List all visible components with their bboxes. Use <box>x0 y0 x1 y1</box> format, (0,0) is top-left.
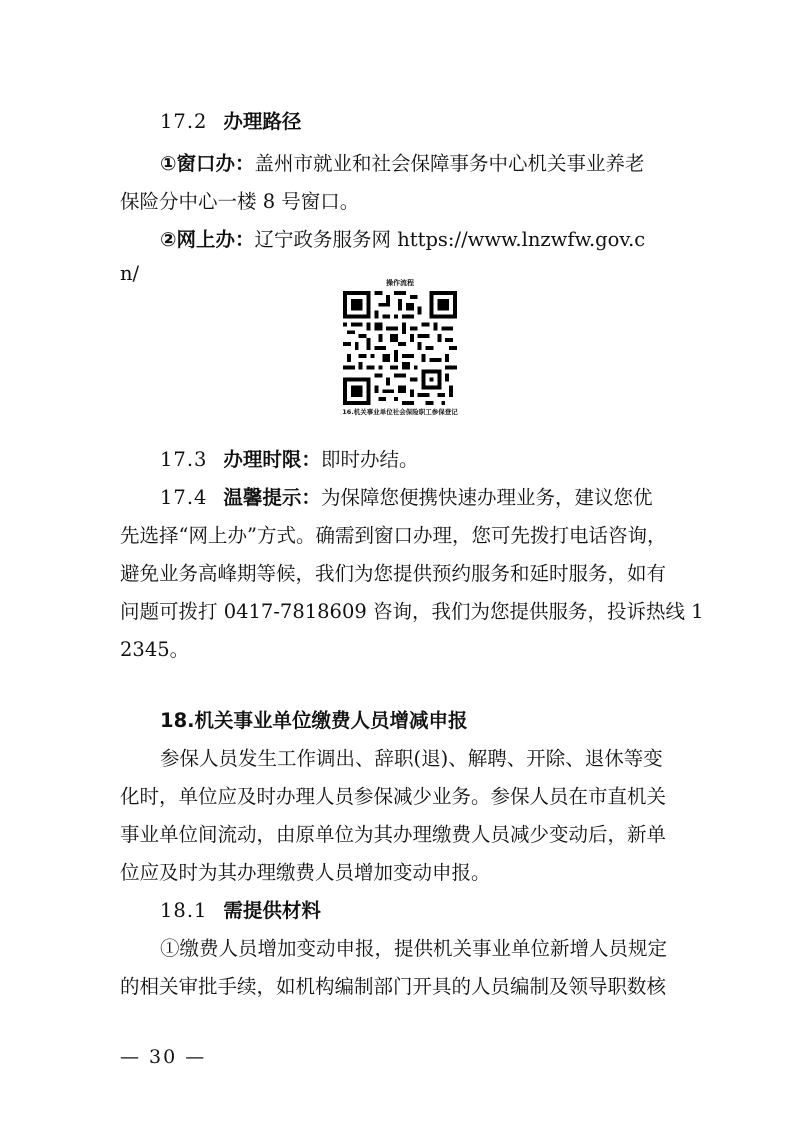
path-online-line <box>160 224 673 252</box>
s18-paragraph-3: 事业单位间流动，由原单位为其办理缴费人员减少变动后，新单 <box>120 823 667 846</box>
section-18-1-heading <box>160 895 673 923</box>
s18-paragraph-4: 位应及时为其办理缴费人员增加变动申报。 <box>120 861 491 884</box>
path-online-text: 辽宁政务服务网 https://www.lnzwfw.gov.c <box>254 228 646 251</box>
tip-text-1: 为保障您便携快速办理业务，建议您优 <box>320 486 653 509</box>
section-number: 17.2 <box>160 110 208 133</box>
tip-text-4: 问题可拨打 0417-7818609 咨询，我们为您提供服务，投诉热线 1 <box>120 600 704 623</box>
tip-label: 温馨提示： <box>223 486 321 509</box>
material-line-2: 的相关审批手续，如机构编制部门开具的人员编制及领导职数核 <box>120 975 667 998</box>
section-title: 办理路径 <box>223 110 302 133</box>
page-number: — 30 — <box>120 1046 207 1068</box>
tip-text-5: 2345。 <box>120 638 190 661</box>
path-online-line-2: n/ <box>120 262 140 285</box>
section-17-2-heading <box>160 106 673 134</box>
qr-code-icon <box>343 291 457 405</box>
section-number: 18.1 <box>160 899 208 922</box>
section-17-4-line <box>160 482 673 510</box>
section-title: 需提供材料 <box>223 899 321 922</box>
path-window-label: ①窗口办： <box>160 152 255 175</box>
path-online-label: ②网上办： <box>160 228 255 251</box>
time-limit-text: 即时办结。 <box>320 448 419 471</box>
section-17-3-line <box>160 444 673 472</box>
material-line-1: ①缴费人员增加变动申报，提供机关事业单位新增人员规定 <box>160 937 668 960</box>
qr-code-block <box>336 278 464 416</box>
s18-paragraph-1: 参保人员发生工作调出、辞职(退)、解聘、开除、退休等变 <box>160 747 663 770</box>
tip-text-2: 先选择“网上办”方式。确需到窗口办理，您可先拨打电话咨询， <box>120 524 667 547</box>
section-number: 17.3 <box>160 448 208 471</box>
section-18-heading: 18.机关事业单位缴费人员增减申报 <box>160 709 468 732</box>
qr-title: 操作流程 <box>386 279 414 287</box>
path-window-line <box>160 148 673 176</box>
time-limit-label: 办理时限： <box>223 448 321 471</box>
s18-paragraph-2: 化时，单位应及时办理人员参保减少业务。参保人员在市直机关 <box>120 785 667 808</box>
path-window-line-2: 保险分中心一楼 8 号窗口。 <box>120 190 360 213</box>
qr-caption: 16.机关事业单位社会保险职工参保登记 <box>342 408 458 416</box>
section-number: 17.4 <box>160 486 208 509</box>
path-window-text: 盖州市就业和社会保障事务中心机关事业养老 <box>254 152 645 175</box>
tip-text-3: 避免业务高峰期等候，我们为您提供预约服务和延时服务，如有 <box>120 562 667 585</box>
